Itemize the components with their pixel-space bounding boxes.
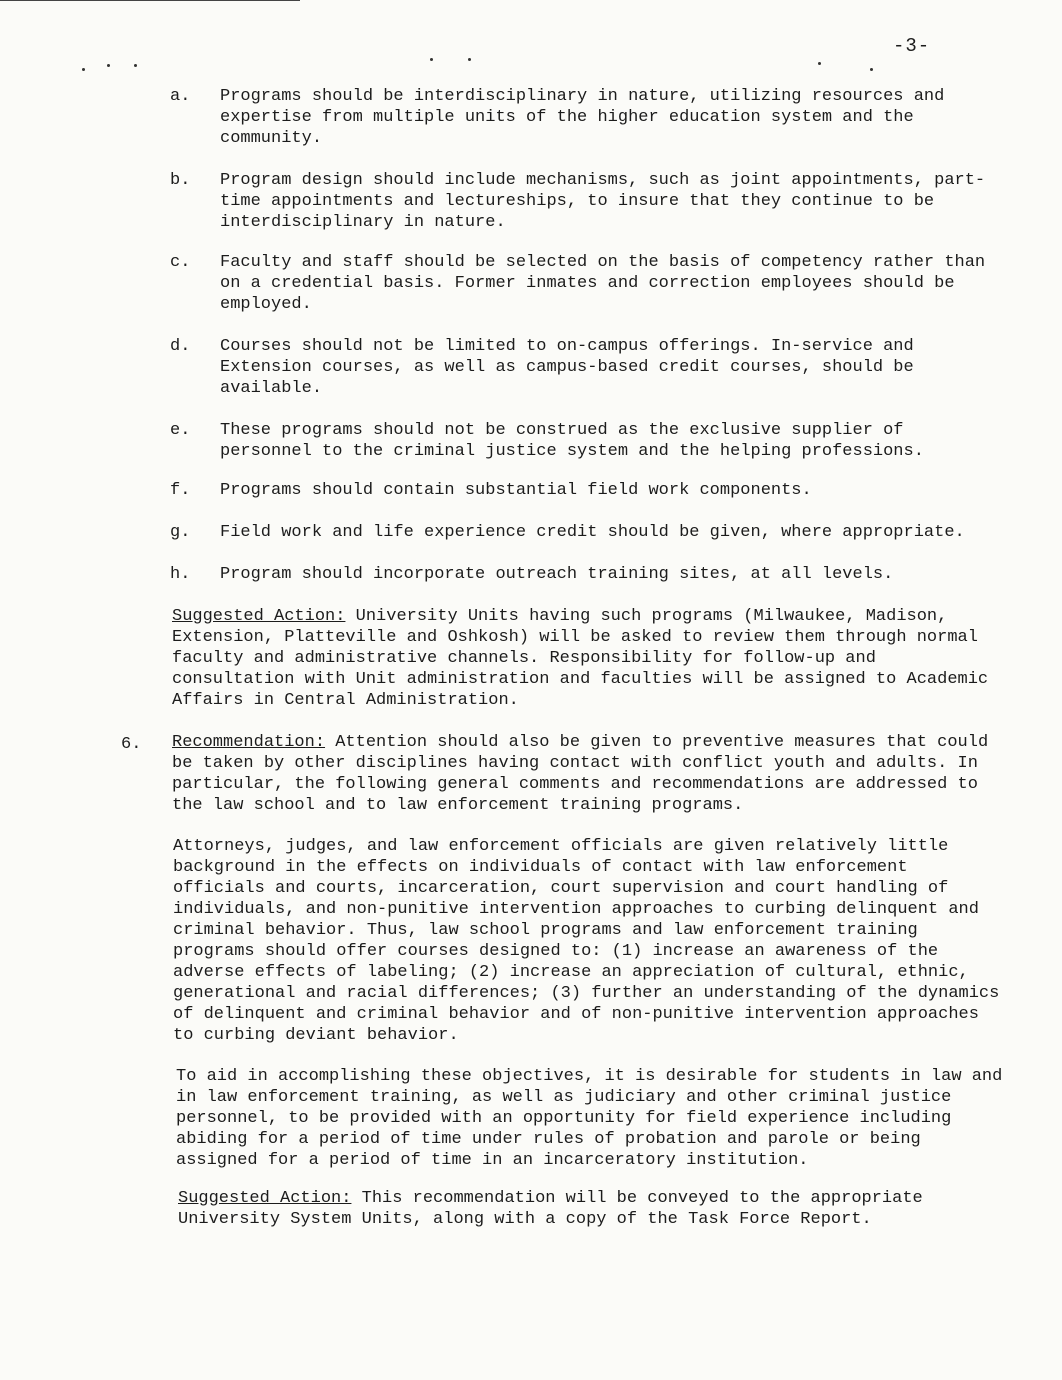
list-item bbox=[170, 252, 1010, 316]
suggested-action-paragraph bbox=[172, 606, 1002, 711]
list-item bbox=[170, 336, 1010, 400]
list-item-text: Program design should include mechanisms, such as joint appointments, part-time appointments and lectureships, to insure that they continue to be interdisciplinary in nature. bbox=[220, 171, 986, 232]
list-item-text: Programs should be interdisciplinary in nature, utilizing resources and expertise from multiple units of the higher education system and the community. bbox=[220, 87, 945, 148]
list-item-letter: c. bbox=[170, 253, 191, 272]
list-item-letter: g. bbox=[170, 523, 191, 542]
objectives-paragraph: To aid in accomplishing these objectives, it is desirable for students in law and in law enforcement training, as well as judiciary and other criminal justice personnel, to be provided with an opportunity for field experience including abiding for a period of time under rules of probation and parole or being assigned for a period of time in an incarceratory institution. bbox=[176, 1067, 1003, 1170]
suggested-action-label: Suggested Action: bbox=[178, 1189, 352, 1208]
recommendation-paragraph bbox=[172, 732, 1002, 816]
page-number: -3- bbox=[893, 35, 931, 57]
list-item-text: Courses should not be limited to on-campus offerings. In-service and Extension courses, as well as campus-based credit courses, should be available. bbox=[220, 337, 914, 398]
recommendation-text: Attention should also be given to preventive measures that could be taken by other disciplines having contact with conflict youth and adults. In particular, the following general comments and recommendations are addressed to the law school and to law enforcement training programs. bbox=[172, 733, 989, 815]
list-item bbox=[170, 420, 1010, 464]
recommendation-label: Recommendation: bbox=[172, 733, 326, 752]
list-item-letter: d. bbox=[170, 337, 191, 356]
list-item-text: Field work and life experience credit should be given, where appropriate. bbox=[220, 523, 965, 542]
scan-speck bbox=[82, 68, 85, 71]
list-item-letter: e. bbox=[170, 421, 191, 440]
list-item bbox=[170, 86, 1010, 150]
list-item-letter: f. bbox=[170, 481, 191, 500]
scan-speck bbox=[134, 64, 137, 67]
list-item-letter: a. bbox=[170, 87, 191, 106]
list-item bbox=[170, 480, 1010, 502]
list-item bbox=[170, 170, 1010, 234]
suggested-action-paragraph bbox=[178, 1188, 1008, 1230]
top-rule bbox=[0, 0, 300, 1]
scan-speck bbox=[430, 58, 433, 61]
list-item-text: Program should incorporate outreach training sites, at all levels. bbox=[220, 565, 894, 584]
attorneys-paragraph: Attorneys, judges, and law enforcement officials are given relatively little background in the effects on individuals of contact with law enforcement officials and courts, incarceration, court supervision and court handling of individuals, and non-punitive intervention approaches to curbing delinquent and criminal behavior. Thus, law school programs and law enforcement training programs should offer courses designed to: (1) increase an awareness of the adverse effects of labeling; (2) increase an appreciation of cultural, ethnic, generational and racial differences; (3) further an understanding of the dynamics of delinquent and criminal behavior and of non-punitive intervention approaches to curbing deviant behavior. bbox=[173, 837, 1000, 1045]
list-item bbox=[170, 522, 1010, 544]
list-item bbox=[170, 564, 1010, 586]
recommendation-number: 6. bbox=[121, 735, 142, 754]
scan-speck bbox=[818, 62, 821, 65]
suggested-action-label: Suggested Action: bbox=[172, 607, 346, 626]
list-item-letter: b. bbox=[170, 171, 191, 190]
list-item-text: Programs should contain substantial field work components. bbox=[220, 481, 812, 500]
list-item-letter: h. bbox=[170, 565, 191, 584]
suggested-action-text: This recommendation will be conveyed to the appropriate University System Units, along with a copy of the Task Force Report. bbox=[178, 1189, 923, 1229]
list-item-text: Faculty and staff should be selected on the basis of competency rather than on a credential basis. Former inmates and correction employees should be employed. bbox=[220, 253, 986, 314]
scan-speck bbox=[870, 68, 873, 71]
scan-speck bbox=[107, 64, 110, 67]
suggested-action-text: University Units having such programs (Milwaukee, Madison, Extension, Platteville and Oshkosh) will be asked to review them through normal faculty and administrative channels. Responsibility for follow-up and consultation with Unit administration and faculties will be assigned to Academic Affairs in Central Administration. bbox=[172, 607, 989, 710]
list-item-text: These programs should not be construed as the exclusive supplier of personnel to the criminal justice system and the helping professions. bbox=[220, 421, 924, 461]
scan-speck bbox=[468, 58, 471, 61]
